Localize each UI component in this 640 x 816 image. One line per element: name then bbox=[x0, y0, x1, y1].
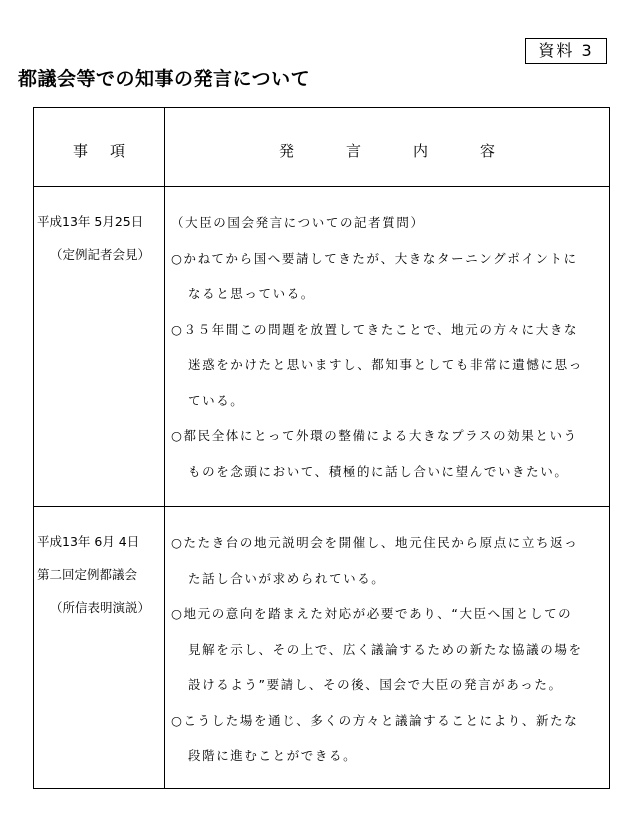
row-1-event: （定例記者会見） bbox=[49, 247, 150, 262]
row-2-line: ○こうした場を通じ、多くの方々と議論することにより、新たな bbox=[171, 712, 579, 728]
row-2-line: ○たたき台の地元説明会を開催し、地元住民から原点に立ち返っ bbox=[171, 535, 579, 550]
row-1-date: 平成13年 5月25日 bbox=[37, 214, 144, 229]
row-2-line: 設けるよう”要請し、その後、国会で大臣の発言があった。 bbox=[188, 677, 563, 692]
row-1-line: 迷惑をかけたと思いますし、都知事としても非常に遺憾に思っ bbox=[188, 357, 583, 372]
row-1-line: （大臣の国会発言についての記者質問） bbox=[171, 215, 425, 230]
row-2-line: ○地元の意向を踏まえた対応が必要であり、“大臣へ国としての bbox=[171, 606, 573, 621]
row-1-content-cell bbox=[171, 205, 607, 489]
row-2-event-detail: （所信表明演説） bbox=[49, 600, 150, 615]
row-2-content-cell bbox=[171, 525, 607, 774]
row-1-item-cell bbox=[37, 205, 163, 271]
header-item: 事項 bbox=[72, 142, 147, 160]
row-2-line: 見解を示し、その上で、広く議論するための新たな協議の場を bbox=[188, 641, 583, 657]
row-1-line: ものを念頭において、積極的に話し合いに望んでいきたい。 bbox=[188, 463, 569, 479]
header-divider bbox=[34, 186, 609, 187]
row-2-line: 段階に進むことができる。 bbox=[188, 748, 358, 763]
row-2-line: た話し合いが求められている。 bbox=[188, 570, 386, 586]
row-2-date: 平成13年 6月 4日 bbox=[37, 534, 140, 549]
header-content: 発言内容 bbox=[278, 142, 547, 160]
row-1-line: ○都民全体にとって外環の整備による大きなプラスの効果という bbox=[171, 428, 578, 443]
document-title: 都議会等での知事の発言について bbox=[18, 68, 311, 90]
statements-table bbox=[33, 107, 610, 789]
row-1-line: なると思っている。 bbox=[188, 286, 315, 301]
row-1-line: ○３５年間この問題を放置してきたことで、地元の方々に大きな bbox=[171, 321, 579, 337]
row-1-line: ○かねてから国へ要請してきたが、大きなターニングポイントに bbox=[171, 250, 578, 266]
column-divider bbox=[164, 108, 165, 788]
row-2-event: 第二回定例都議会 bbox=[37, 567, 138, 582]
row-divider bbox=[34, 506, 609, 507]
document-label-badge: 資料 3 bbox=[525, 38, 607, 64]
row-1-line: ている。 bbox=[188, 392, 245, 408]
row-2-item-cell bbox=[37, 525, 163, 624]
